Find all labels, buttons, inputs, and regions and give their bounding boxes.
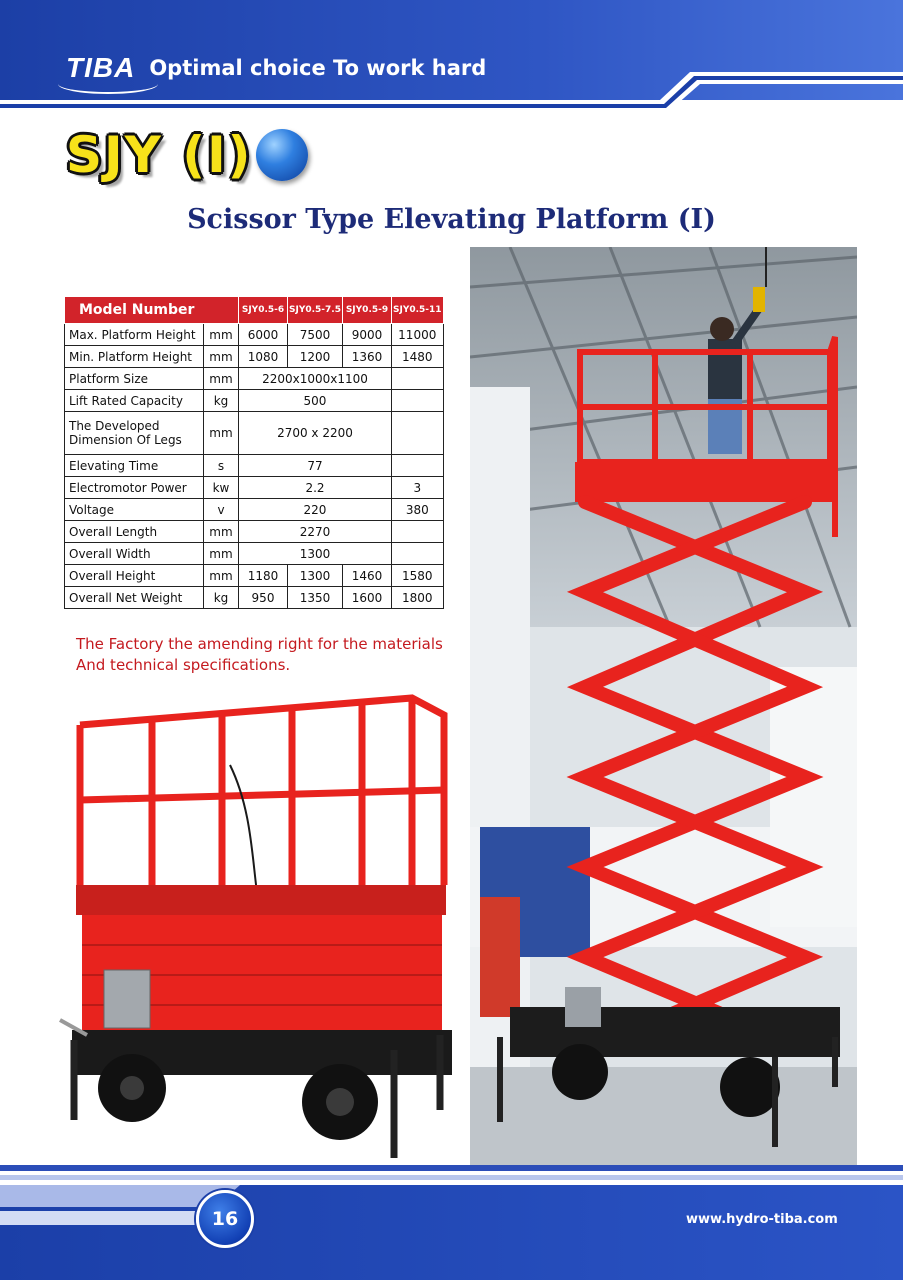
header-model-3: SJY0.5-9	[342, 297, 391, 324]
note-line-1: The Factory the amending right for the materials	[76, 635, 443, 653]
spec-value: 1080	[239, 346, 288, 368]
spec-label-line-2: Dimension Of Legs	[69, 433, 182, 447]
spec-header-row	[65, 297, 444, 324]
spec-row	[65, 499, 444, 521]
spec-label: Max. Platform Height	[65, 324, 204, 346]
spec-label: Overall Height	[65, 565, 204, 587]
spec-unit: kg	[204, 587, 239, 609]
spec-value: 1300	[288, 565, 343, 587]
spec-label: Platform Size	[65, 368, 204, 390]
spec-value: 1580	[391, 565, 443, 587]
spec-table	[64, 296, 444, 609]
spec-row	[65, 390, 444, 412]
spec-unit: mm	[204, 565, 239, 587]
logo-swoosh-icon	[58, 74, 158, 94]
spec-label	[65, 412, 204, 455]
spec-value: 1350	[288, 587, 343, 609]
page-number-badge: 16	[196, 1190, 254, 1248]
spec-row	[65, 346, 444, 368]
spec-row	[65, 368, 444, 390]
spec-unit: mm	[204, 521, 239, 543]
spec-unit: mm	[204, 412, 239, 455]
header-model-4: SJY0.5-11	[391, 297, 443, 324]
tagline: Optimal choice To work hard	[149, 56, 487, 80]
spec-value: 2270	[239, 521, 392, 543]
spec-value: 950	[239, 587, 288, 609]
spec-value: 11000	[391, 324, 443, 346]
header-model-1: SJY0.5-6	[239, 297, 288, 324]
product-subtitle: Scissor Type Elevating Platform (I)	[187, 204, 716, 235]
spec-value: 9000	[342, 324, 391, 346]
spec-unit: v	[204, 499, 239, 521]
spec-value: 1300	[239, 543, 392, 565]
spec-value: 1200	[288, 346, 343, 368]
spec-row	[65, 412, 444, 455]
spec-empty-cell	[391, 390, 443, 412]
spec-value-last: 380	[391, 499, 443, 521]
spec-row	[65, 477, 444, 499]
spec-label: Overall Net Weight	[65, 587, 204, 609]
spec-empty-cell	[391, 543, 443, 565]
disclaimer-note	[76, 634, 443, 676]
spec-value: 1800	[391, 587, 443, 609]
spec-value: 1180	[239, 565, 288, 587]
spec-value: 2700 x 2200	[239, 412, 392, 455]
spec-unit: mm	[204, 543, 239, 565]
spec-value: 2.2	[239, 477, 392, 499]
spec-row	[65, 543, 444, 565]
retracted-lift-photo	[52, 690, 462, 1165]
header-model-2: SJY0.5-7.5	[288, 297, 343, 324]
spec-row	[65, 521, 444, 543]
spec-unit: mm	[204, 324, 239, 346]
model-title: SJY (I)	[66, 126, 253, 184]
header-model-number: Model Number	[65, 297, 239, 324]
spec-unit: mm	[204, 368, 239, 390]
note-line-2: And technical specifications.	[76, 656, 291, 674]
blue-ball-icon	[256, 129, 308, 181]
spec-empty-cell	[391, 521, 443, 543]
spec-row	[65, 565, 444, 587]
spec-empty-cell	[391, 368, 443, 390]
spec-value: 7500	[288, 324, 343, 346]
spec-value: 1460	[342, 565, 391, 587]
spec-label: Overall Width	[65, 543, 204, 565]
spec-value: 77	[239, 455, 392, 477]
spec-value-last: 3	[391, 477, 443, 499]
spec-empty-cell	[391, 455, 443, 477]
spec-unit: s	[204, 455, 239, 477]
spec-label: Overall Length	[65, 521, 204, 543]
spec-label: Min. Platform Height	[65, 346, 204, 368]
spec-unit: kw	[204, 477, 239, 499]
spec-label-line-1: The Developed	[69, 419, 160, 433]
spec-unit: kg	[204, 390, 239, 412]
website-url[interactable]: www.hydro-tiba.com	[686, 1212, 838, 1227]
spec-value: 1360	[342, 346, 391, 368]
spec-value: 500	[239, 390, 392, 412]
spec-value: 2200x1000x1100	[239, 368, 392, 390]
spec-row	[65, 587, 444, 609]
spec-value: 1600	[342, 587, 391, 609]
brand-row	[66, 52, 486, 84]
spec-value: 220	[239, 499, 392, 521]
spec-label: Electromotor Power	[65, 477, 204, 499]
spec-unit: mm	[204, 346, 239, 368]
logo-text: TIBA	[66, 52, 136, 83]
spec-value: 1480	[391, 346, 443, 368]
spec-row	[65, 324, 444, 346]
spec-label: Voltage	[65, 499, 204, 521]
spec-value: 6000	[239, 324, 288, 346]
tiba-logo	[66, 52, 135, 84]
spec-label: Lift Rated Capacity	[65, 390, 204, 412]
spec-label: Elevating Time	[65, 455, 204, 477]
spec-row	[65, 455, 444, 477]
extended-lift-photo	[470, 247, 857, 1165]
spec-empty-cell	[391, 412, 443, 455]
